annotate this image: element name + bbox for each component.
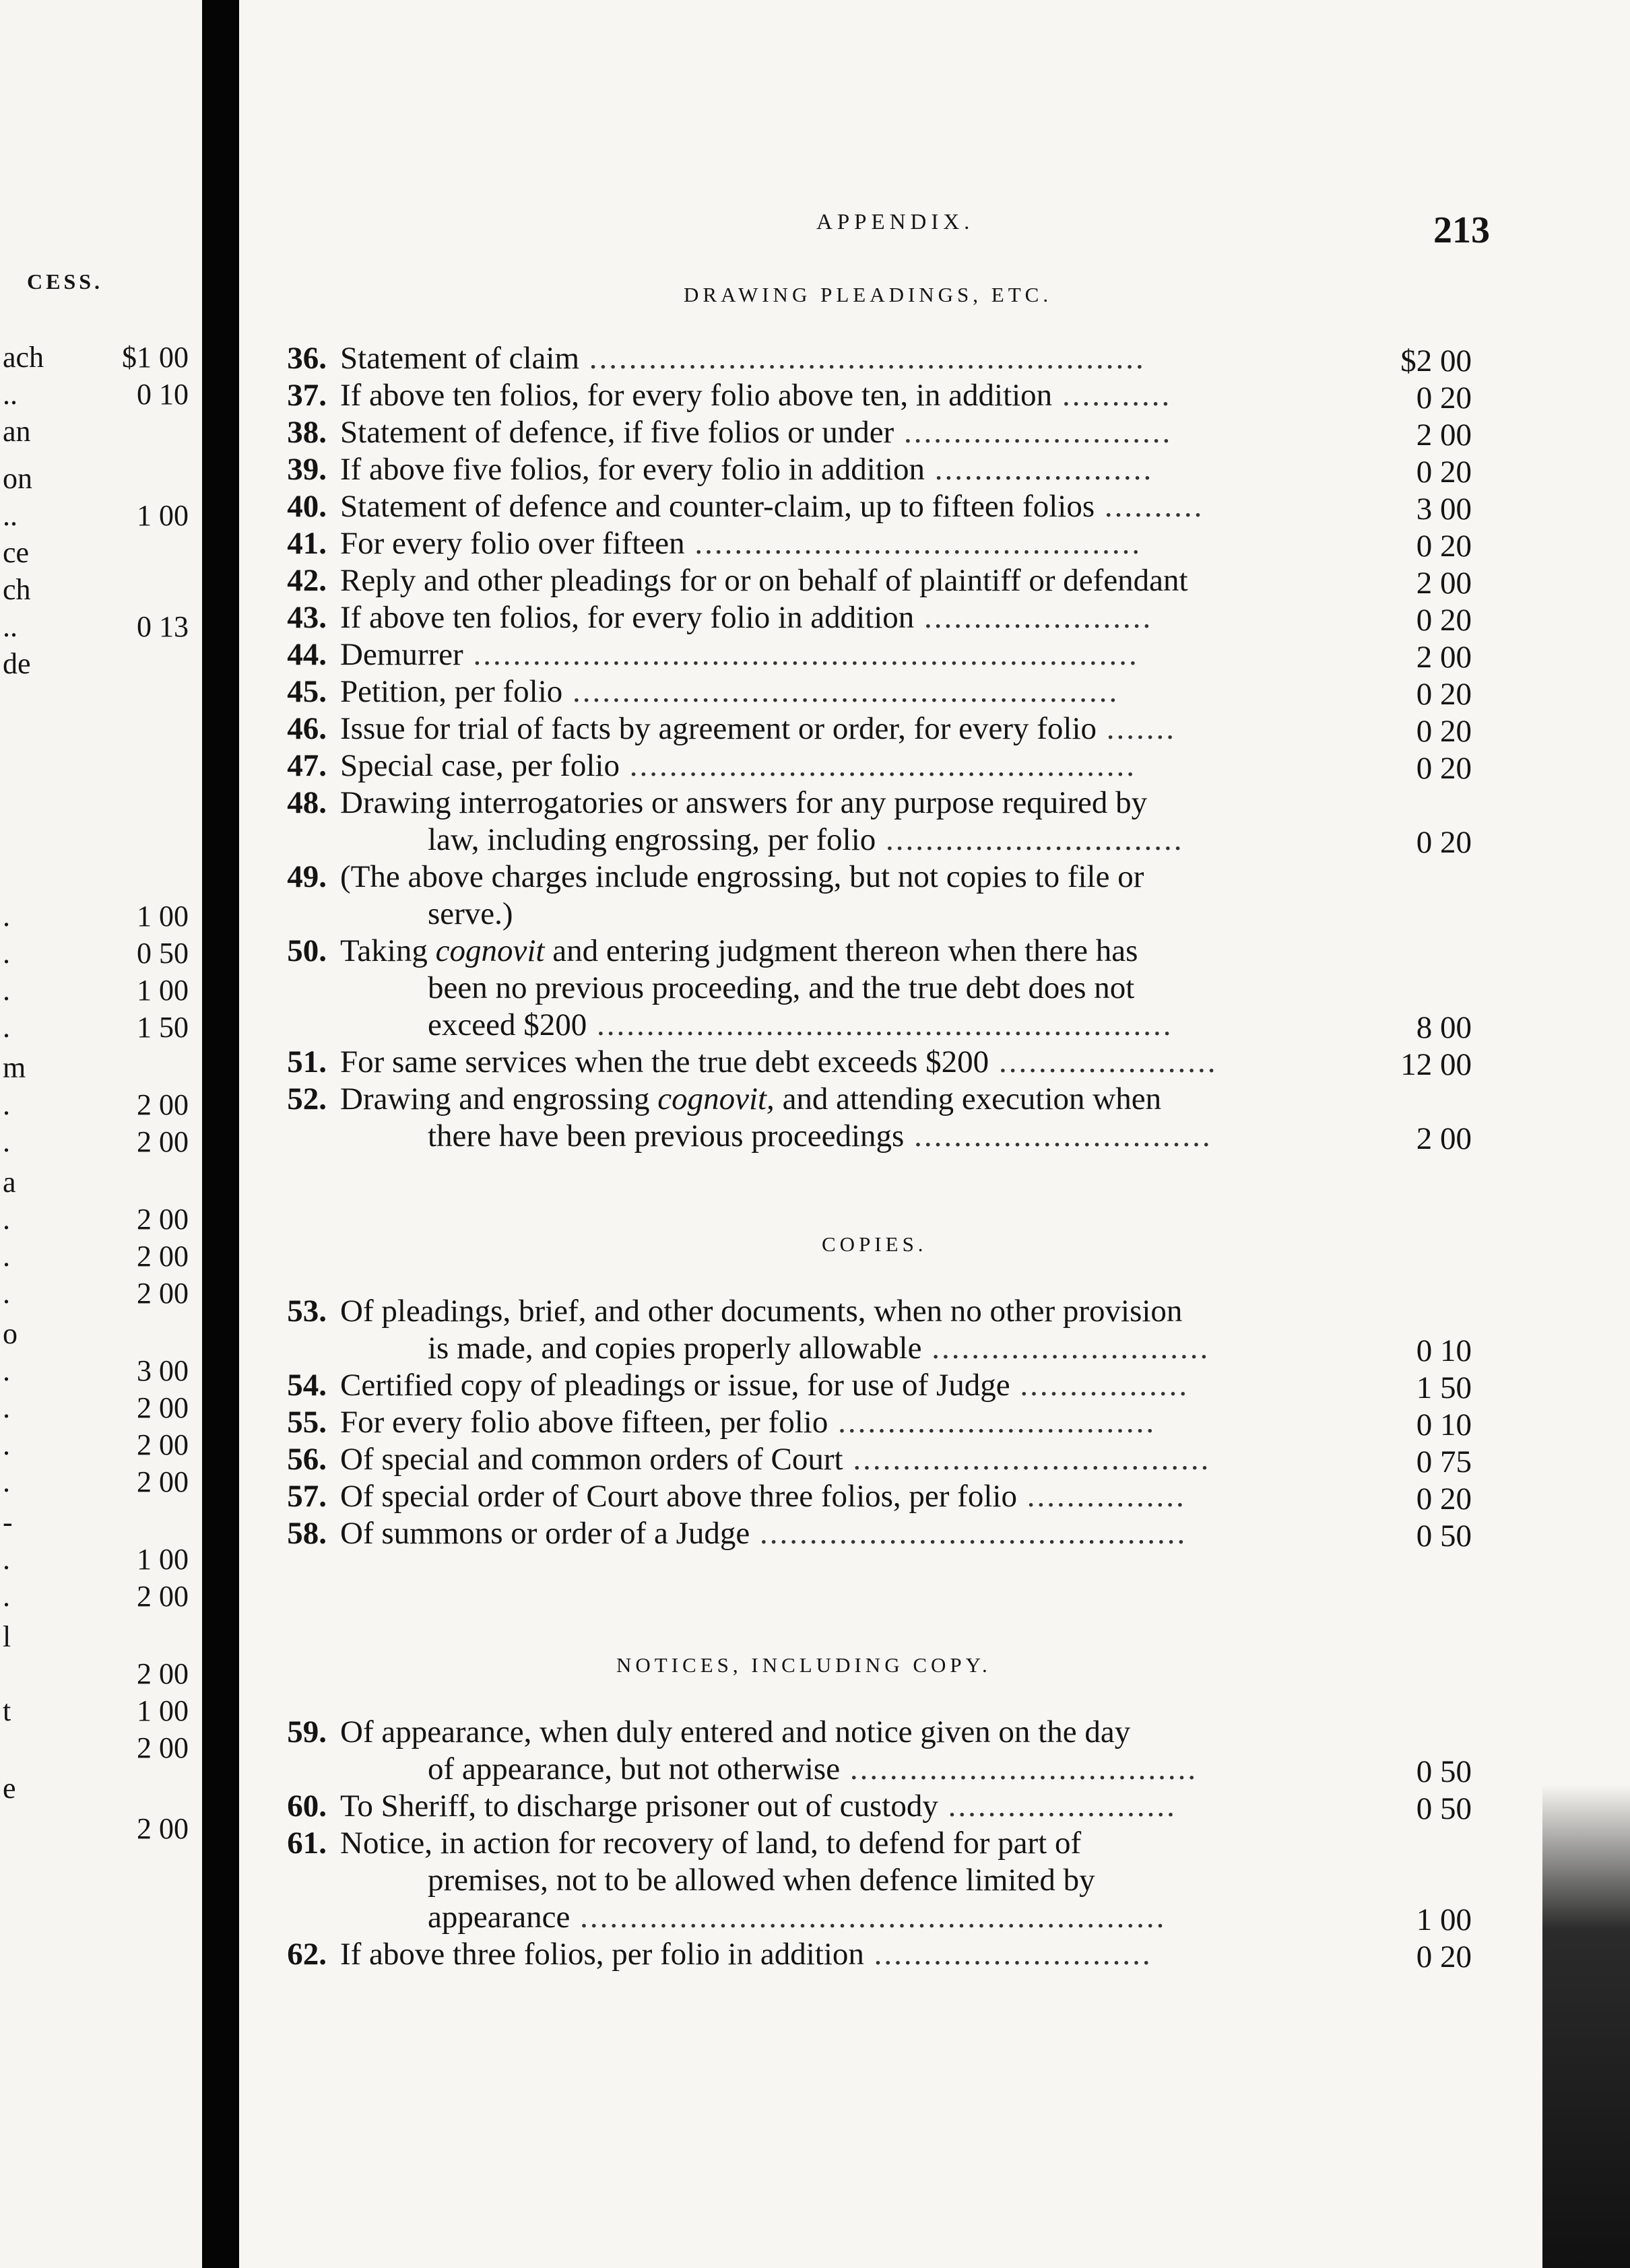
entry-number: 61. [287,1826,327,1861]
entry-continuation [428,970,1374,1006]
entry-description [340,488,1374,525]
leader-dots: ...................... [989,1044,1218,1079]
entry-description [340,785,1374,821]
left-fragment-text: ce [3,536,30,569]
entry-text: been no previous proceeding, and the true debt does not [428,970,1135,1005]
entry-text: and attending execution when [774,1081,1162,1116]
left-fragment-text: o [3,1317,18,1350]
entry-text: Of special and common orders of Court [340,1442,843,1477]
entry-text: Drawing and engrossing [340,1081,658,1116]
left-fragment-amount: 0 50 [137,937,189,970]
leader-dots: ....................... [938,1789,1177,1824]
entry-text: (The above charges include engrossing, but not copies to file or [340,859,1144,894]
fee-entry [0,1441,1630,1478]
left-fragment-text: m [3,1051,26,1084]
leader-dots: ........................................................... [570,1900,1167,1935]
entry-number: 38. [287,415,327,450]
entry-text: Drawing interrogatories or answers for any purpose required by [340,785,1148,820]
left-fragment-text: .. [3,378,18,411]
entry-amount: 0 20 [1416,825,1472,860]
entry-continuation [428,1118,1374,1154]
entry-text: Of pleadings, brief, and other documents, when no other provision [340,1294,1183,1329]
fee-entry [0,1044,1630,1081]
left-fragment-text: . [3,1011,10,1044]
leader-dots: ................. [1010,1368,1189,1403]
fee-entry [0,1936,1630,1973]
leader-dots: .................................... [843,1442,1211,1477]
entry-description [340,525,1374,562]
entry-number: 46. [287,711,327,746]
entry-text: exceed $200 [428,1007,587,1042]
left-fragment-text: .. [3,610,18,643]
entry-description [340,377,1374,413]
left-fragment-text: . [3,1428,10,1461]
entry-description [340,1936,1374,1972]
entry-description [340,1478,1374,1514]
fee-entry [0,710,1630,747]
left-fragment-text: e [3,1772,16,1805]
entry-text: there have been previous proceedings [428,1119,905,1154]
entry-number: 55. [287,1405,327,1440]
left-fragment-text: . [3,1580,10,1613]
entry-text: is made, and copies properly allowable [428,1331,922,1366]
entry-text: Taking [340,933,436,968]
entry-description [340,1367,1374,1403]
entry-text: For every folio over fifteen [340,526,685,561]
left-fragment-amount: 2 00 [137,1277,189,1310]
entry-text: Petition, per folio [340,674,563,709]
left-fragment-text: . [3,1391,10,1424]
entry-amount: 0 50 [1416,1791,1472,1826]
entry-number: 44. [287,637,327,672]
entry-number: 37. [287,378,327,413]
entry-amount: 2 00 [1416,418,1472,453]
entry-description [340,1515,1374,1552]
leader-dots: ................................................... [620,748,1136,783]
entry-text: For same services when the true debt exceeds $200 [340,1044,989,1079]
fee-entry [0,414,1630,451]
entry-text: Demurrer [340,637,463,672]
entry-continuation [428,1330,1374,1366]
left-fragment-text: an [3,415,31,448]
left-fragment-amount: 1 00 [137,1694,189,1727]
entry-text: Notice, in action for recovery of land, to defend for part of [340,1826,1082,1861]
leader-dots: .............................. [876,822,1184,857]
entry-amount: 2 00 [1416,1121,1472,1156]
entry-description [340,673,1374,710]
entry-amount: 0 20 [1416,1939,1472,1974]
fee-entry [0,747,1630,785]
left-fragment-amount: 1 50 [137,1011,189,1044]
entry-description [340,1441,1374,1477]
entry-text-italic: cognovit [435,933,545,968]
leader-dots: ................................................................... [463,637,1139,672]
entry-description [340,1404,1374,1440]
entry-description [340,1714,1374,1750]
entry-text: Special case, per folio [340,748,620,783]
entry-text: and entering judgment thereon when there has [544,933,1138,968]
leader-dots: ........................... [894,415,1173,450]
left-fragment-amount: $1 00 [122,341,189,374]
fee-entry [0,1515,1630,1552]
entry-description [340,562,1374,599]
left-fragment-text: on [3,462,32,495]
entry-number: 62. [287,1937,327,1972]
entry-number: 40. [287,489,327,524]
left-fragment-amount: 2 00 [137,1203,189,1236]
left-fragment-text: ach [3,341,44,374]
entry-amount: 0 20 [1416,714,1472,749]
left-fragment-text: ch [3,573,31,606]
entry-number: 43. [287,600,327,635]
entry-amount: 0 20 [1416,1481,1472,1516]
entry-number: 42. [287,563,327,598]
left-fragment-text: de [3,647,31,680]
entry-text: Issue for trial of facts by agreement or order, for every folio [340,711,1097,746]
fee-entry [0,785,1630,860]
entry-text: If above five folios, for every folio in addition [340,452,925,487]
left-fragment-amount: 0 13 [137,610,189,643]
left-fragment-amount: 0 10 [137,378,189,411]
entry-text: If above three folios, per folio in addition [340,1937,864,1972]
leader-dots: ....................................................... [562,674,1119,709]
entry-description [340,747,1374,784]
entry-amount: 1 00 [1416,1902,1472,1937]
entry-description [340,859,1374,895]
fee-entry [0,1081,1630,1156]
entry-text: Reply and other pleadings for or on behalf of plaintiff or defendant [340,563,1188,598]
entry-continuation [428,1862,1374,1898]
entry-amount: 0 20 [1416,603,1472,638]
entry-text: Of appearance, when duly entered and notice given on the day [340,1714,1131,1749]
entry-amount: 2 00 [1416,640,1472,675]
leader-dots: .......................................................... [587,1007,1173,1042]
left-fragment-text: . [3,1088,10,1121]
left-fragment-text: . [3,1277,10,1310]
entry-number: 54. [287,1368,327,1403]
entry-description [340,1081,1374,1117]
entry-text: To Sheriff, to discharge prisoner out of custody [340,1789,938,1824]
left-fragment-amount: 2 00 [137,1125,189,1158]
entry-number: 56. [287,1442,327,1477]
left-fragment-amount: 2 00 [137,1580,189,1613]
fee-entry [0,673,1630,710]
fee-entry [0,1367,1630,1404]
entry-amount: 0 20 [1416,380,1472,415]
left-fragment-amount: 2 00 [137,1812,189,1845]
left-fragment-text: . [3,1543,10,1576]
left-fragment-text: . [3,1354,10,1387]
entry-number: 57. [287,1479,327,1514]
fee-entry [0,488,1630,525]
entry-amount: $2 00 [1400,343,1472,378]
entry-text: For every folio above fifteen, per folio [340,1405,828,1440]
entry-text: Statement of claim [340,341,580,376]
entry-number: 58. [287,1516,327,1551]
entry-text: appearance [428,1900,570,1935]
left-fragment-amount: 2 00 [137,1428,189,1461]
left-fragment-amount: 2 00 [137,1657,189,1690]
left-fragment-amount: 2 00 [137,1731,189,1764]
entry-number: 36. [287,341,327,376]
entry-text-italic: cognovit, [657,1081,775,1116]
left-fragment-text: . [3,1240,10,1273]
left-fragment-amount: 2 00 [137,1088,189,1121]
entry-text: Certified copy of pleadings or issue, for use of Judge [340,1368,1010,1403]
leader-dots: ............................ [863,1937,1152,1972]
fee-entry [0,636,1630,673]
leader-dots: ............................................. [684,526,1142,561]
left-fragment-text: . [3,900,10,933]
entry-text: of appearance, but not otherwise [428,1752,841,1787]
left-fragment-text: l [3,1620,11,1653]
entry-description [340,340,1374,376]
left-fragment-amount: 1 00 [137,499,189,532]
left-fragment-amount: 2 00 [137,1240,189,1273]
entry-amount: 0 20 [1416,677,1472,712]
entry-number: 48. [287,785,327,820]
entry-amount: 0 10 [1416,1407,1472,1442]
leader-dots: ....... [1097,711,1177,746]
entry-text: Of special order of Court above three folios, per folio [340,1479,1017,1514]
leader-dots: .............................. [904,1119,1212,1154]
entry-number: 53. [287,1294,327,1329]
left-fragment-text: .. [3,499,18,532]
entry-amount: 0 20 [1416,529,1472,564]
entry-amount: 0 50 [1416,1754,1472,1789]
section-title: DRAWING PLEADINGS, ETC. [684,283,1053,306]
fee-entry [0,562,1630,599]
fee-entry [0,1404,1630,1441]
left-heading: CESS. [27,269,104,294]
entry-description [340,414,1374,451]
section-title: COPIES. [822,1232,927,1256]
leader-dots: ........................................... [750,1516,1187,1551]
leader-dots: ................................... [840,1752,1198,1787]
entry-description [340,710,1374,747]
leader-dots: ...................... [924,452,1154,487]
entry-amount: 3 00 [1416,492,1472,527]
left-fragment-amount: 1 00 [137,974,189,1007]
fee-entry [0,1714,1630,1789]
entry-continuation [428,822,1374,858]
left-fragment-amount: 1 00 [137,900,189,933]
entry-number: 52. [287,1081,327,1116]
left-fragment-text: . [3,1125,10,1158]
entry-description [340,1788,1374,1824]
entry-continuation [428,1007,1374,1043]
entry-number: 49. [287,859,327,894]
entry-continuation [428,896,1374,932]
entry-amount: 0 50 [1416,1519,1472,1554]
fee-entry [0,1825,1630,1937]
leader-dots: .......... [1095,489,1204,524]
entry-amount: 0 20 [1416,455,1472,490]
entry-text: Statement of defence, if five folios or under [340,415,894,450]
section-title: NOTICES, INCLUDING COPY. [616,1653,991,1677]
entry-text: serve.) [428,896,513,931]
entry-description [340,1293,1374,1329]
entry-number: 39. [287,452,327,487]
entry-description [340,636,1374,673]
entry-number: 47. [287,748,327,783]
fee-entry [0,1478,1630,1515]
entry-number: 50. [287,933,327,968]
left-fragment-amount: 1 00 [137,1543,189,1576]
left-fragment-text: . [3,1465,10,1498]
left-fragment-amount: 2 00 [137,1391,189,1424]
fee-entry [0,1293,1630,1368]
entry-text: Of summons or order of a Judge [340,1516,750,1551]
entry-text: If above ten folios, for every folio in addition [340,600,915,635]
fee-entry [0,1788,1630,1825]
left-fragment-text: . [3,974,10,1007]
entry-amount: 12 00 [1400,1047,1472,1082]
entry-amount: 2 00 [1416,566,1472,601]
entry-amount: 0 75 [1416,1444,1472,1479]
entry-description [340,1825,1374,1861]
entry-number: 41. [287,526,327,561]
fee-entry [0,599,1630,636]
leader-dots: ................................ [828,1405,1156,1440]
entry-number: 51. [287,1044,327,1079]
entry-text: If above ten folios, for every folio above ten, in addition [340,378,1053,413]
entry-text: premises, not to be allowed when defence limited by [428,1863,1095,1898]
fee-entry [0,377,1630,414]
entry-amount: 8 00 [1416,1010,1472,1045]
entry-text: Statement of defence and counter-claim, up to fifteen folios [340,489,1095,524]
entry-continuation [428,1899,1374,1935]
leader-dots: ............................ [921,1331,1210,1366]
entry-text: law, including engrossing, per folio [428,822,876,857]
fee-entry [0,451,1630,488]
left-fragment-text: t [3,1694,11,1727]
entry-continuation [428,1751,1374,1787]
left-fragment-amount: 2 00 [137,1465,189,1498]
entry-amount: 1 50 [1416,1370,1472,1405]
entry-number: 45. [287,674,327,709]
entry-number: 59. [287,1714,327,1749]
page-number: 213 [1433,209,1490,251]
running-head: APPENDIX. [816,210,975,234]
entry-number: 60. [287,1789,327,1824]
left-fragment-amount: 3 00 [137,1354,189,1387]
fee-entry [0,340,1630,377]
entry-description [340,599,1374,636]
leader-dots: ........................................................ [579,341,1146,376]
entry-description [340,451,1374,488]
entry-amount: 0 10 [1416,1333,1472,1368]
entry-amount: 0 20 [1416,751,1472,786]
leader-dots: ................ [1016,1479,1186,1514]
leader-dots: ........... [1052,378,1172,413]
leader-dots: ....................... [914,600,1153,635]
left-fragment-text: . [3,937,10,970]
entry-description [340,1044,1374,1080]
left-fragment-text: - [3,1506,13,1539]
left-fragment-text: . [3,1203,10,1236]
fee-entry [0,525,1630,562]
entry-description [340,933,1374,969]
left-fragment-text: a [3,1166,16,1199]
